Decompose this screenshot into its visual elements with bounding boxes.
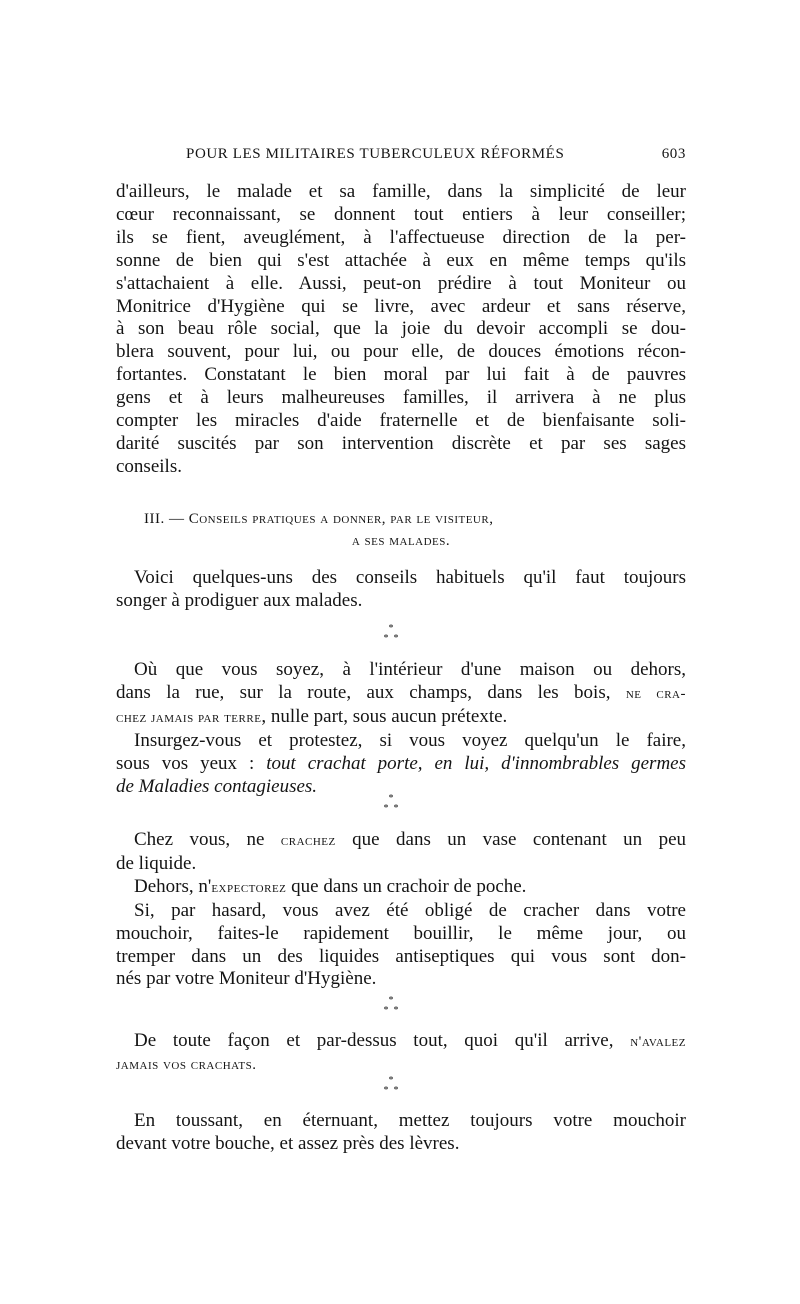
running-head-title: POUR LES MILITAIRES TUBERCULEUX RÉFORMÉS (186, 146, 565, 162)
text-line: darité suscités par son intervention discrète et par ses sages (116, 432, 686, 454)
text-line: sonne de bien qui s'est attachée à eux en même temps qu'ils (116, 249, 686, 271)
text-line: dans la rue, sur la route, aux champs, dans les bois, ne cra- (116, 681, 686, 703)
text-line: Insurgez-vous et protestez, si vous voyez quelqu'un le faire, (134, 729, 686, 751)
text-line: blera souvent, pour lui, ou pour elle, de douces émotions récon- (116, 341, 686, 363)
text-line: ils se fient, aveuglément, à l'affectueuse direction de la per- (116, 226, 686, 248)
advice-paragraph (116, 1110, 686, 1156)
advice-paragraph (116, 659, 686, 798)
text-line: Dehors, n'expectorez que dans un crachoir de poche. (134, 875, 527, 897)
text-line: de Maladies contagieuses. (116, 775, 318, 797)
text-line: Voici quelques-uns des conseils habituels qu'il faut toujours (134, 567, 686, 588)
text-line: Si, par hasard, vous avez été obligé de cracher dans votre (134, 899, 686, 921)
asterism-divider: * * * (383, 1075, 399, 1096)
asterism-divider: * * * (383, 995, 399, 1016)
paragraph-continuation (116, 181, 686, 479)
text-line: cœur reconnaissant, se donnent tout entiers à leur conseiller; (116, 203, 686, 225)
text-line: jamais vos crachats. (116, 1056, 257, 1073)
text-line: Monitrice d'Hygiène qui se livre, avec ardeur et sans réserve, (116, 295, 686, 317)
asterism-divider: * * * (383, 793, 399, 814)
text-line: de liquide. (116, 852, 197, 874)
text-line: s'attachaient à elle. Aussi, peut-on prédire à tout Moniteur ou (116, 272, 686, 294)
asterism-divider: * * * (383, 623, 399, 644)
section-heading (116, 511, 686, 550)
text-line: fortantes. Constatant le bien moral par lui fait à de pauvres (116, 364, 686, 386)
text-line: songer à prodiguer aux malades. (116, 589, 363, 611)
text-line: mouchoir, faites-le rapidement bouillir, le même jour, ou (116, 922, 686, 944)
text-line: Où que vous soyez, à l'intérieur d'une maison ou dehors, (134, 659, 686, 680)
text-line: Chez vous, ne crachez que dans un vase contenant un peu (134, 829, 686, 850)
text-line: De toute façon et par-dessus tout, quoi qu'il arrive, n'avalez (134, 1030, 686, 1051)
advice-paragraph (116, 829, 686, 991)
text-line: tremper dans un des liquides antiseptiques qui vous sont don- (116, 945, 686, 967)
section-heading-line: a ses malades. (351, 533, 451, 549)
text-line: En toussant, en éternuant, mettez toujours votre mouchoir (134, 1110, 686, 1131)
text-line: conseils. (116, 455, 182, 477)
advice-paragraph (116, 1030, 686, 1077)
text-line: gens et à leurs malheureuses familles, il arrivera à ne plus (116, 387, 686, 409)
text-line: chez jamais par terre, nulle part, sous aucun prétexte. (116, 705, 508, 727)
text-line: nés par votre Moniteur d'Hygiène. (116, 968, 377, 990)
section-heading-line: III. — Conseils pratiques a donner, par le visiteur, (144, 511, 494, 527)
text-line: devant votre bouche, et assez près des lèvres. (116, 1132, 460, 1154)
page-number: 603 (661, 146, 686, 162)
intro-paragraph (116, 567, 686, 613)
text-line: compter les miracles d'aide fraternelle et de bienfaisante soli- (116, 410, 686, 432)
text-line: à son beau rôle social, que la joie du devoir accompli se dou- (116, 318, 686, 340)
text-line: d'ailleurs, le malade et sa famille, dans la simplicité de leur (116, 181, 686, 202)
running-head (116, 146, 686, 170)
text-line: sous vos yeux : tout crachat porte, en lui, d'innombrables germes (116, 752, 686, 774)
